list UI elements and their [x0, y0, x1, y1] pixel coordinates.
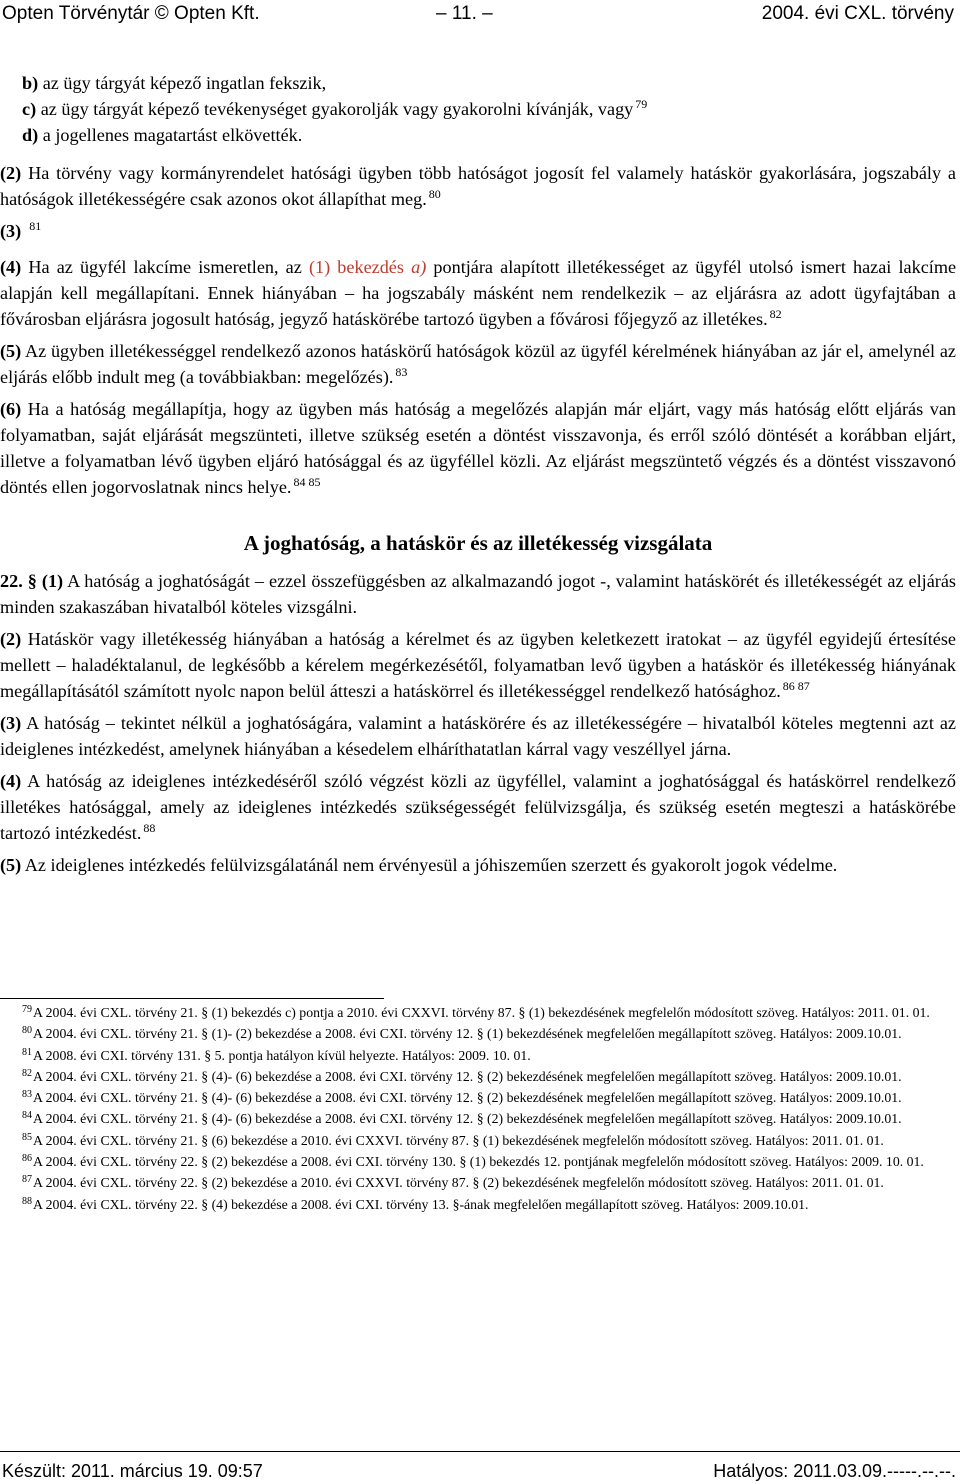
paragraph-number: (3): [0, 713, 22, 733]
paragraph-number: (3): [0, 221, 22, 241]
paragraph-text: A hatóság a joghatóságát – ezzel összefüggésben az alkalmazandó jogot -, valamint hatáskörét és illetékességét az eljárás minden szakaszában hivatalból köteles vizsgálni.: [0, 571, 957, 617]
footnote-text: A 2004. évi CXL. törvény 22. § (4) bekezdése a 2008. évi CXI. törvény 13. §-ának megfelelően megállapított szöveg. Hatályos: 2009.10.01.: [33, 1196, 809, 1212]
footer-effective-date: Hatályos: 2011.03.09.-----.--.--.: [713, 1461, 956, 1481]
footnote-number: 85: [22, 1131, 32, 1143]
item-letter: b): [22, 73, 39, 93]
paragraph-text: Ha törvény vagy kormányrendelet hatósági ügyben több hatóságot jogosít fel valamely hatáskör gyakorlására, jogszabály a hatóságok illetékességére csak azonos okot állapíthat meg.: [0, 163, 957, 209]
section-sign: §: [27, 571, 37, 591]
paragraph-text: Hatáskör vagy illetékesség hiányában a hatóság a kérelmet és az ügyben keletkezett iratokat – az ügyfél egyidejű értesítése mellett – haladéktalanul, de legkésőbb a kérelem megérkezésétől, folyamatban levő ügyben a hatáskör és illetékesség hiányának megállapításától számított nyolc napon belül átteszi a hatáskörrel és illetékességgel rendelkező hatósághoz.: [0, 629, 956, 701]
paragraph-number: (4): [0, 771, 22, 791]
document-body: [0, 70, 956, 884]
footnote-number: 81: [22, 1046, 32, 1058]
footnote: [0, 1151, 956, 1172]
list-item-c: [0, 96, 956, 122]
paragraph-6: [0, 396, 956, 500]
footnote-number: 87: [22, 1174, 32, 1186]
paragraph-number: (5): [0, 855, 22, 875]
paragraph-5: [0, 338, 956, 390]
footnote: [0, 1108, 956, 1129]
section-number: 22.: [0, 571, 23, 591]
footnote-number: 84: [22, 1110, 32, 1122]
paragraph-text: A hatóság az ideiglenes intézkedéséről szóló végzést közli az ügyféllel, valamint a joghatósággal és hatáskörrel rendelkező illetékes hatósággal, amely az ideiglenes intézkedés szükségességét felülvizsgálja, és szükség esetén megteszi a hatáskörébe tartozó intézkedést.: [0, 771, 956, 843]
page-footer: [0, 1459, 960, 1483]
footer-created-date: Készült: 2011. március 19. 09:57: [2, 1461, 263, 1481]
paragraph-text: Az ügyben illetékességgel rendelkező azonos hatáskörű hatóságok közül az ügyfél kérelmének hiányában az jár el, amelynél az eljárás előbb indult meg (a továbbiakban: megelőzés).: [0, 341, 957, 387]
footnote: [0, 1087, 956, 1108]
list-item-d: [0, 122, 956, 148]
footnote-text: A 2004. évi CXL. törvény 21. § (4)- (6) bekezdése a 2008. évi CXI. törvény 12. § (2) bekezdésének megfelelően megállapított szöveg. Hatályos: 2009.10.01.: [33, 1111, 902, 1127]
footnote-number: 79: [22, 1004, 32, 1015]
footnote: [0, 1002, 956, 1023]
footnote-number: 83: [22, 1089, 32, 1101]
footnote-text: A 2004. évi CXL. törvény 22. § (2) bekezdése a 2008. évi CXI. törvény 130. § (1) bekezdés 12. pontjának megfelelőn módosított szöveg. Hatályos: 2009. 10. 01.: [33, 1154, 924, 1170]
footnote-text: A 2004. évi CXL. törvény 21. § (6) bekezdése a 2010. évi CXXVI. törvény 87. § (1) bekezdésének megfelelőn módosított szöveg. Hatályos: 2011. 01. 01.: [33, 1132, 884, 1148]
item-text: az ügy tárgyát képező tevékenységet gyakorolják vagy gyakorolni kívánják, vagy: [40, 99, 634, 119]
item-letter: c): [22, 99, 37, 119]
footnote-ref[interactable]: 84 85: [293, 475, 321, 489]
footnote-text: A 2004. évi CXL. törvény 21. § (1)- (2) bekezdése a 2008. évi CXI. törvény 12. § (1) bekezdésének megfelelően megállapított szöveg. Hatályos: 2009.10.01.: [33, 1026, 902, 1042]
paragraph-2: [0, 160, 956, 212]
section-heading: A joghatóság, a hatáskör és az illetékesség vizsgálata: [243, 531, 713, 555]
footnote-ref[interactable]: 83: [395, 365, 408, 379]
header-page-number: – 11. –: [436, 3, 493, 24]
paragraph-text: Ha az ügyfél lakcíme ismeretlen, az: [28, 257, 302, 277]
section-22-paragraph-2: [0, 626, 956, 704]
footnote-ref[interactable]: 88: [143, 821, 156, 835]
paragraph-number: (2): [0, 629, 22, 649]
paragraph-number: (4): [0, 257, 22, 277]
header-publisher: Opten Törvénytár © Opten Kft.: [2, 3, 260, 24]
item-letter: d): [22, 125, 39, 145]
paragraph-number: (1): [41, 571, 64, 591]
footnote: [0, 1172, 956, 1193]
footnote-ref[interactable]: 80: [428, 187, 441, 201]
cross-reference-letter: a): [411, 257, 427, 277]
page-header: [0, 0, 960, 30]
footnote-text: A 2004. évi CXL. törvény 21. § (4)- (6) bekezdése a 2008. évi CXI. törvény 12. § (2) bekezdésének megfelelően megállapított szöveg. Hatályos: 2009.10.01.: [33, 1068, 902, 1084]
footnote-text: A 2004. évi CXL. törvény 21. § (1) bekezdés c) pontja a 2010. évi CXXVI. törvény 87. § (1) bekezdésének megfelelőn módosított szöveg. Hatályos: 2011. 01. 01.: [33, 1005, 930, 1020]
section-22-paragraph-4: [0, 768, 956, 846]
footnote: [0, 1130, 956, 1151]
paragraph-text: A hatóság – tekintet nélkül a joghatóságára, valamint a hatáskörére és az illetékességére – hivatalból köteles megtenni azt az ideiglenes intézkedést, amelynek hiányában a késedelem elháríthatatlan kárral vagy veszéllyel járna.: [0, 713, 956, 759]
paragraph-number: (2): [0, 163, 22, 183]
section-22-paragraph-1: [0, 568, 956, 620]
footnote-ref[interactable]: 81: [29, 219, 42, 233]
paragraph-number: (6): [0, 399, 22, 419]
footnote-number: 88: [22, 1195, 32, 1207]
paragraph-text: pontjára alapított illetékességet az ügyfél utolsó ismert hazai lakcíme alapján kell megállapítani. Ennek hiányában – ha jogszabály másként nem rendelkezik – az eljárásra az adott ügyfajtában a fővárosban eljárásra jogosult hatóság, jegyző hatáskörébe tartozó ügyben a fővárosi főjegyző az illetékes.: [0, 257, 957, 329]
footnote-divider: [0, 998, 384, 999]
section-22-paragraph-3: [0, 710, 956, 762]
footnote-number: 82: [22, 1067, 32, 1079]
footnote-text: A 2004. évi CXL. törvény 22. § (2) bekezdése a 2010. évi CXXVI. törvény 87. § (2) bekezdésének megfelelőn módosított szöveg. Hatályos: 2011. 01. 01.: [33, 1175, 884, 1191]
cross-reference-text: (1) bekezdés: [308, 257, 404, 277]
list-item-b: [0, 70, 956, 96]
item-text: az ügy tárgyát képező ingatlan fekszik,: [42, 73, 327, 93]
footnote: [0, 1066, 956, 1087]
footnote-ref[interactable]: 86 87: [782, 679, 810, 693]
footnote-text: A 2004. évi CXL. törvény 21. § (4)- (6) bekezdése a 2008. évi CXI. törvény 12. § (2) bekezdésének megfelelően megállapított szöveg. Hatályos: 2009.10.01.: [33, 1090, 902, 1106]
cross-reference-link[interactable]: [309, 257, 426, 277]
footnote-ref[interactable]: 82: [769, 307, 782, 321]
paragraph-text: Ha a hatóság megállapítja, hogy az ügyben más hatóság a megelőzés alapján már eljárt, vagy más hatóság előtt eljárás van folyamatban, saját eljárását megszünteti, illetve szükség esetén a döntést visszavonja, és erről szóló döntését a korábban eljárt, illetve a folyamatban lévő ügyben eljáró hatósággal és az ügyféllel közli. Az eljárást megszüntető végzés és a döntést visszavonó döntés ellen jogorvoslatnak nincs helye.: [0, 399, 956, 497]
footnotes: [0, 1002, 956, 1215]
footnote-number: 80: [22, 1025, 32, 1037]
header-law-title: 2004. évi CXL. törvény: [761, 3, 954, 24]
footnote: [0, 1045, 956, 1066]
item-text: a jogellenes magatartást elkövették.: [42, 125, 303, 145]
footnote-ref[interactable]: 79: [635, 97, 648, 111]
footnote: [0, 1194, 956, 1215]
footnote-number: 86: [22, 1153, 32, 1165]
paragraph-4: [0, 254, 956, 332]
paragraph-3: [0, 218, 956, 244]
paragraph-number: (5): [0, 341, 22, 361]
paragraph-text: Az ideiglenes intézkedés felülvizsgálatánál nem érvényesül a jóhiszeműen szerzett és gyakorolt jogok védelme.: [24, 855, 838, 875]
section-22-paragraph-5: [0, 852, 956, 878]
footnote: [0, 1023, 956, 1044]
footnote-text: A 2008. évi CXI. törvény 131. § 5. pontja hatályon kívül helyezte. Hatályos: 2009. 10. 01.: [33, 1047, 531, 1063]
footer-divider: [0, 1451, 960, 1452]
